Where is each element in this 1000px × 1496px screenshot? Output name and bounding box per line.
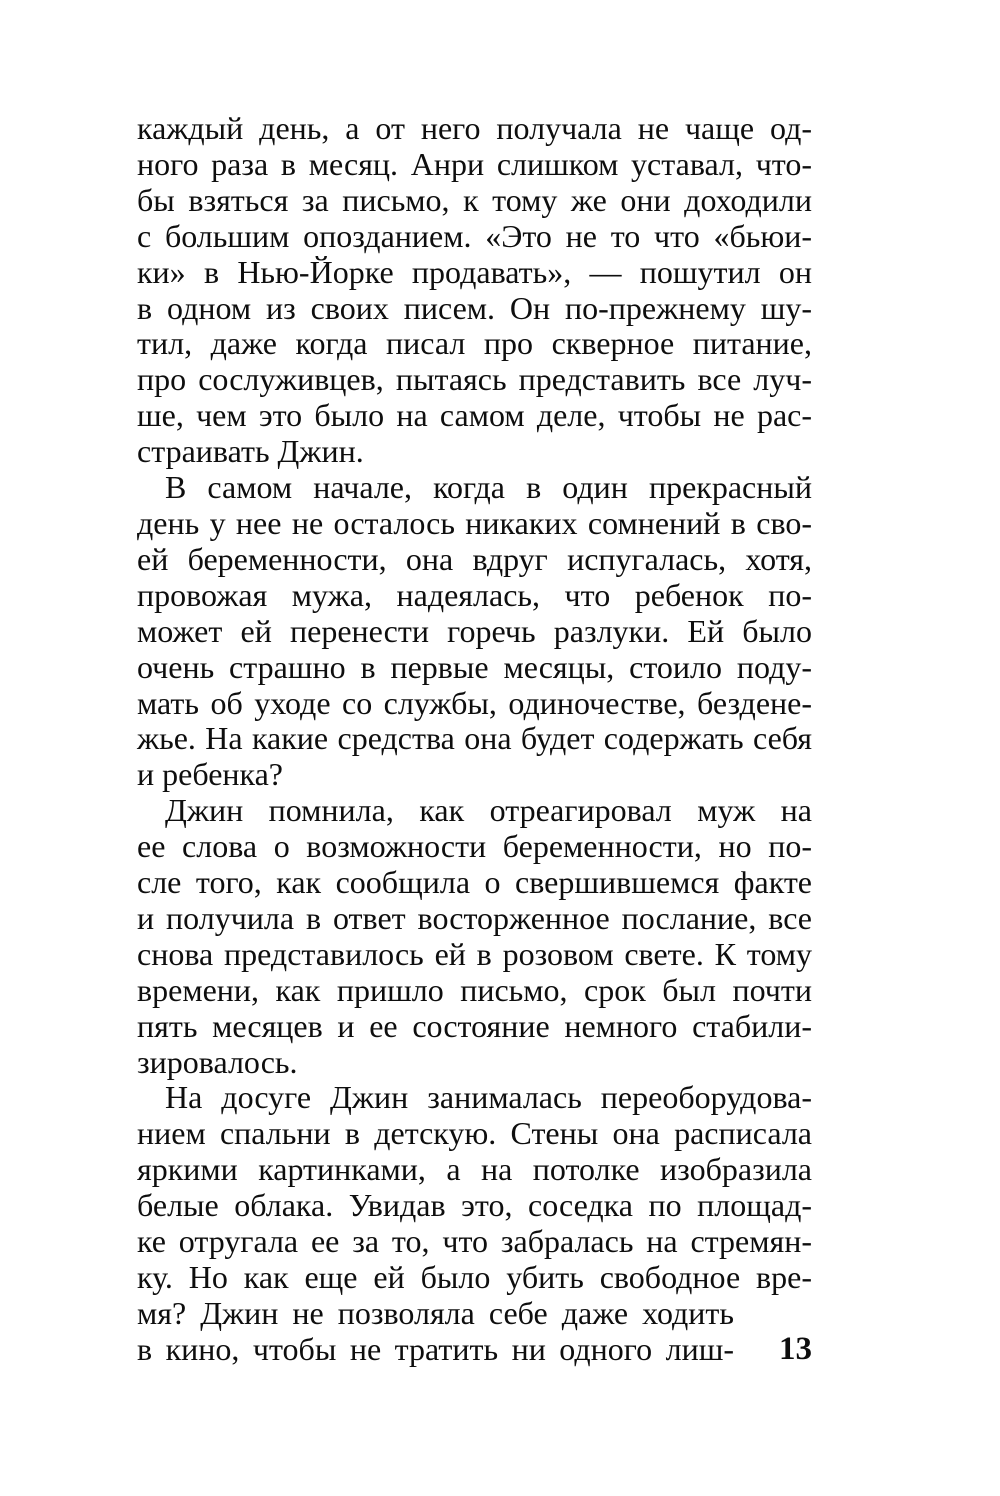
text-line: снова представилось ей в розовом свете. К тому (137, 935, 812, 972)
text-line: яркими картинками, а на потолке изобразила (137, 1151, 812, 1188)
text-line: зировалось. (137, 1043, 298, 1080)
text-line: тил, даже когда писал про скверное питание, (137, 325, 812, 362)
text-line: каждый день, а от него получала не чаще од- (137, 110, 812, 146)
text-line: про сослуживцев, пытаясь представить все луч- (137, 361, 812, 398)
text-line: ке отругала ее за то, что забралась на стремян- (137, 1223, 812, 1260)
text-line: белые облака. Увидав это, соседка по площад- (137, 1187, 812, 1224)
text-line: пять месяцев и ее состояние немного стабили- (137, 1007, 812, 1044)
text-line: и ребенка? (137, 756, 283, 793)
text-line: в одном из своих писем. Он по-прежнему шу- (137, 289, 812, 326)
paragraph (137, 793, 812, 1080)
text-line: страивать Джин. (137, 433, 364, 470)
paragraph (137, 1080, 812, 1367)
text-line: времени, как пришло письмо, срок был почти (137, 971, 812, 1008)
page-number: 13 (779, 1331, 812, 1367)
text-line: ей беременности, она вдруг испугалась, хотя, (137, 540, 812, 577)
text-line: ки» в Нью-Йорке продавать», — пошутил он (137, 253, 812, 290)
text-line: ного раза в месяц. Анри слишком уставал, что- (137, 145, 812, 182)
text-line: Джин помнила, как отреагировал муж на (165, 792, 812, 829)
text-line: мя? Джин не позволяла себе даже ходить (137, 1294, 734, 1331)
text-line: день у нее не осталось никаких сомнений в сво- (137, 504, 812, 541)
text-line: жье. На какие средства она будет содержать себя (137, 720, 812, 757)
text-line: бы взяться за письмо, к тому же они доходили (137, 181, 812, 218)
paragraph (137, 111, 812, 470)
text-line: в кино, чтобы не тратить ни одного лиш- (137, 1330, 734, 1367)
text-line: с большим опозданием. «Это не то что «бьюи- (137, 217, 812, 254)
text-line: сле того, как сообщила о свершившемся факте (137, 864, 812, 901)
text-line: мать об уходе со службы, одиночестве, бездене- (137, 684, 812, 721)
text-line: очень страшно в первые месяцы, стоило поду- (137, 648, 812, 685)
text-line: и получила в ответ восторженное послание, все (137, 899, 812, 936)
paragraph (137, 470, 812, 793)
text-line: В самом начале, когда в один прекрасный (165, 469, 812, 506)
text-line: ку. Но как еще ей было убить свободное вре- (137, 1259, 812, 1295)
text-line: ее слова о возможности беременности, но по- (137, 828, 812, 865)
text-line: ше, чем это было на самом деле, чтобы не рас- (137, 397, 812, 434)
text-line: может ей перенести горечь разлуки. Ей было (137, 612, 812, 649)
text-line: провожая мужа, надеялась, что ребенок по- (137, 576, 812, 613)
text-line: На досуге Джин занималась переоборудова- (165, 1079, 812, 1116)
page-text (137, 111, 812, 1368)
text-line: нием спальни в детскую. Стены она расписала (137, 1115, 812, 1152)
